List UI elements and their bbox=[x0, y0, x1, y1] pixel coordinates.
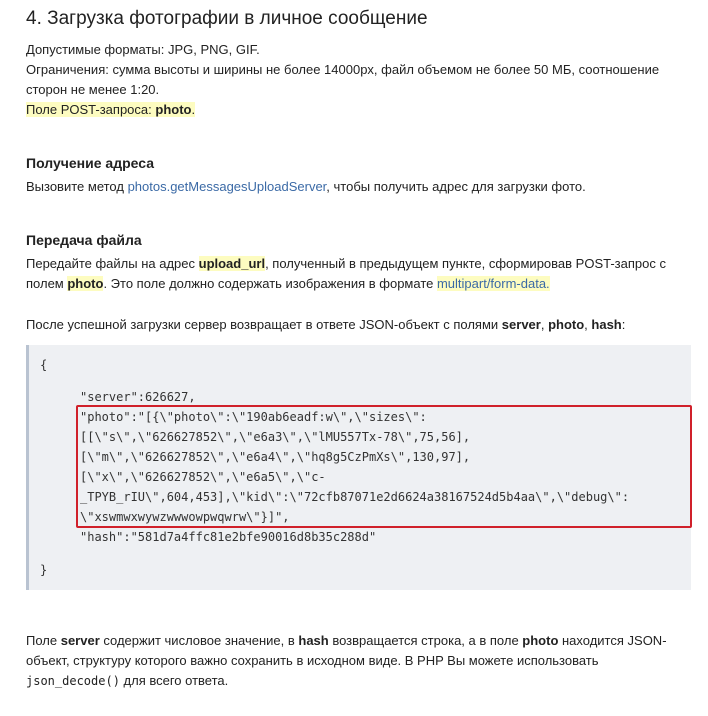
code-photo-line-1: "photo":"[{\"photo\":\"190ab6eadf:w\",\"sizes\": bbox=[80, 410, 427, 424]
after-upload-comma-2: , bbox=[584, 317, 592, 332]
code-close-brace: } bbox=[40, 563, 48, 577]
after-upload-suffix: : bbox=[621, 317, 626, 332]
after-upload-text bbox=[26, 315, 625, 335]
hash-term: hash bbox=[591, 317, 622, 332]
transfer-line2-prefix: полем bbox=[26, 276, 68, 291]
formats-text: Допустимые форматы: JPG, PNG, GIF. bbox=[26, 42, 260, 57]
post-field-label: Поле POST-запроса: bbox=[26, 102, 156, 117]
server-term: server bbox=[60, 633, 100, 648]
transfer-line1-suffix: , полученный в предыдущем пункте, сформировав POST-запрос с bbox=[265, 256, 666, 271]
page-title: 4. Загрузка фотографии в личное сообщение bbox=[26, 8, 428, 29]
transfer-line2-middle: . Это поле должно содержать изображения в формате bbox=[103, 276, 437, 291]
photo-field-highlight-box bbox=[76, 405, 692, 528]
footer-prefix: Поле bbox=[26, 633, 61, 648]
get-address-suffix: , чтобы получить адрес для загрузки фото. bbox=[326, 179, 586, 194]
after-upload-prefix: После успешной загрузки сервер возвращает в ответе JSON-объект с полями bbox=[26, 317, 502, 332]
footer-line3-suffix: для всего ответа. bbox=[119, 673, 229, 688]
footer-part-b: содержит числовое значение, в bbox=[99, 633, 299, 648]
footer-text-2: объект, структуру которого важно сохранить в исходном виде. В PHP Вы можете использовать bbox=[26, 653, 599, 668]
post-field-highlight bbox=[26, 102, 195, 117]
code-server-line: "server":626627, bbox=[80, 390, 196, 404]
server-term: server bbox=[501, 317, 541, 332]
photo-term: photo bbox=[548, 317, 585, 332]
multipart-link[interactable]: multipart/form-data. bbox=[436, 276, 550, 291]
heading-get-address: Получение адреса bbox=[26, 155, 154, 171]
transfer-prefix: Передайте файлы на адрес bbox=[26, 256, 199, 271]
get-address-prefix: Вызовите метод bbox=[26, 179, 128, 194]
code-photo-line-2: [[\"s\",\"626627852\",\"e6a3\",\"lMU557Tx-78\",75,56], bbox=[80, 430, 471, 444]
json-decode-code: json_decode() bbox=[26, 674, 120, 688]
transfer-text-1 bbox=[26, 254, 666, 274]
post-field-value: photo bbox=[155, 102, 192, 117]
upload-url-term: upload_url bbox=[198, 256, 266, 271]
code-photo-line-4: [\"x\",\"626627852\",\"e6a5\",\"c- bbox=[80, 470, 326, 484]
footer-part-c: возвращается строка, а в поле bbox=[328, 633, 523, 648]
get-address-text bbox=[26, 177, 586, 197]
code-photo-line-3: [\"m\",\"626627852\",\"e6a4\",\"hq8g5CzPmXs\",130,97], bbox=[80, 450, 471, 464]
code-hash-line: "hash":"581d7a4ffc81e2bfe90016d8b35c288d" bbox=[80, 530, 377, 544]
post-field-suffix: . bbox=[191, 102, 196, 117]
photo-term: photo bbox=[67, 276, 104, 291]
code-open-brace: { bbox=[40, 358, 48, 372]
footer-text-1 bbox=[26, 631, 667, 651]
code-photo-line-6: \"xswmwxwywzwwwowpwqwrw\"}]", bbox=[80, 510, 290, 524]
transfer-text-2 bbox=[26, 274, 550, 294]
code-photo-line-5: _TPYB_rIU\",604,453],\"kid\":\"72cfb87071e2d6624a38167524d5b4aa\",\"debug\": bbox=[80, 490, 630, 504]
limits-text-1: Ограничения: сумма высоты и ширины не более 14000px, файл объемом не более 50 МБ, соотношение bbox=[26, 62, 660, 77]
footer-text-3 bbox=[26, 671, 228, 691]
footer-part-d: находится JSON- bbox=[558, 633, 667, 648]
photo-term: photo bbox=[522, 633, 559, 648]
json-code-block bbox=[26, 345, 691, 590]
hash-term: hash bbox=[298, 633, 329, 648]
heading-file-transfer: Передача файла bbox=[26, 232, 142, 248]
post-field-line bbox=[26, 100, 195, 120]
limits-text-2: сторон не менее 1:20. bbox=[26, 82, 160, 97]
after-upload-comma-1: , bbox=[540, 317, 549, 332]
method-link[interactable]: photos.getMessagesUploadServer bbox=[127, 179, 327, 194]
